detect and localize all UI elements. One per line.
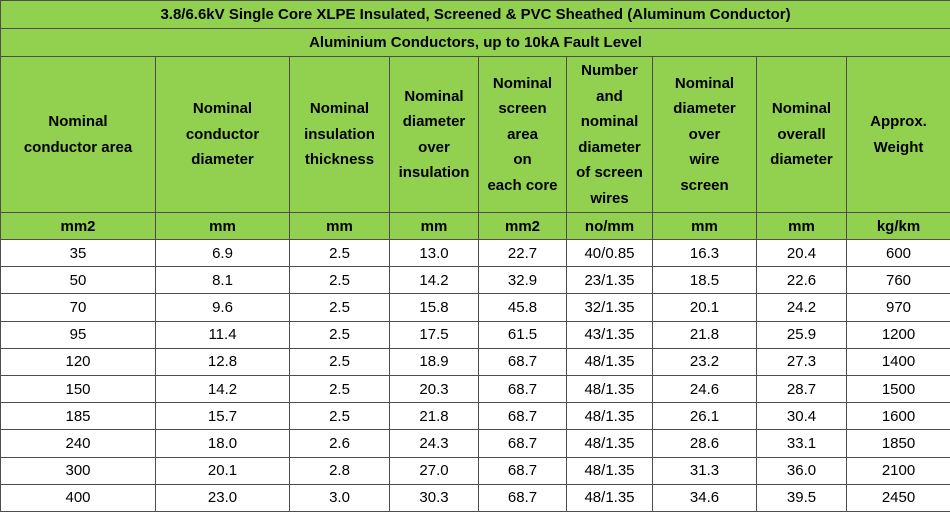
table-cell: 13.0 (390, 240, 479, 267)
table-cell: 14.2 (390, 267, 479, 294)
column-header-line: over (688, 125, 721, 143)
table-cell: 70 (1, 294, 156, 321)
table-cell: 6.9 (156, 240, 290, 267)
column-header (567, 57, 653, 213)
table-cell: 20.4 (757, 240, 847, 267)
table-cell: 2.5 (290, 294, 390, 321)
table-cell: 23/1.35 (567, 267, 653, 294)
table-cell: 2.5 (290, 267, 390, 294)
table-row (1, 294, 950, 321)
table-cell: 760 (847, 267, 950, 294)
column-header-line: diameter (402, 113, 466, 130)
table-cell: 9.6 (156, 294, 290, 321)
table-cell: 16.3 (653, 240, 757, 267)
table-cell: 30.3 (390, 484, 479, 511)
table-row (1, 240, 950, 267)
table-cell: 25.9 (757, 321, 847, 348)
column-header-line: of screen (576, 164, 643, 181)
column-header-line: Nominal (492, 74, 553, 92)
table-cell: 2.5 (290, 240, 390, 267)
table-cell: 32.9 (479, 267, 567, 294)
subtitle-row (1, 29, 950, 57)
unit-cell: mm2 (1, 213, 156, 240)
table-cell: 68.7 (479, 484, 567, 511)
table-cell: 24.3 (390, 430, 479, 457)
table-cell: 22.6 (757, 267, 847, 294)
table-row (1, 403, 950, 430)
table-cell: 11.4 (156, 321, 290, 348)
table-cell: 26.1 (653, 403, 757, 430)
column-header-line: overall (777, 125, 826, 143)
table-cell: 33.1 (757, 430, 847, 457)
column-header (390, 57, 479, 213)
table-cell: 68.7 (479, 348, 567, 375)
table-cell: 68.7 (479, 457, 567, 484)
unit-cell: mm (653, 213, 757, 240)
unit-cell: mm (390, 213, 479, 240)
table-row (1, 484, 950, 511)
column-header (290, 57, 390, 213)
table-cell: 1600 (847, 403, 950, 430)
table-cell: 48/1.35 (567, 457, 653, 484)
table-cell: 48/1.35 (567, 430, 653, 457)
table-cell: 970 (847, 294, 950, 321)
table-cell: 27.0 (390, 457, 479, 484)
table-cell: 48/1.35 (567, 375, 653, 402)
column-header-line: insulation (398, 164, 470, 181)
table-cell: 48/1.35 (567, 403, 653, 430)
table-cell: 15.7 (156, 403, 290, 430)
table-cell: 34.6 (653, 484, 757, 511)
table-cell: 28.7 (757, 375, 847, 402)
unit-cell: mm (156, 213, 290, 240)
table-cell: 40/0.85 (567, 240, 653, 267)
table-cell: 185 (1, 403, 156, 430)
table-row (1, 348, 950, 375)
table-row (1, 430, 950, 457)
table-cell: 20.1 (156, 457, 290, 484)
table-cell: 30.4 (757, 403, 847, 430)
table-body (1, 240, 950, 512)
column-header-line: and (596, 87, 623, 105)
table-cell: 21.8 (653, 321, 757, 348)
column-header-line: area (507, 125, 538, 143)
table-cell: 50 (1, 267, 156, 294)
table-cell: 1200 (847, 321, 950, 348)
table-cell: 95 (1, 321, 156, 348)
table-cell: 14.2 (156, 375, 290, 402)
title-row (1, 1, 950, 29)
column-header-line: each core (487, 176, 558, 194)
column-header (653, 57, 757, 213)
column-header-line: screen (498, 100, 547, 118)
table-cell: 20.3 (390, 375, 479, 402)
table-cell: 1850 (847, 430, 950, 457)
table-cell: 31.3 (653, 457, 757, 484)
table-cell: 20.1 (653, 294, 757, 321)
table-cell: 68.7 (479, 375, 567, 402)
table-row (1, 457, 950, 484)
table-cell: 68.7 (479, 430, 567, 457)
table-row (1, 321, 950, 348)
table-cell: 150 (1, 375, 156, 402)
table-cell: 36.0 (757, 457, 847, 484)
column-header-line: diameter (673, 100, 736, 118)
table-cell: 240 (1, 430, 156, 457)
table-cell: 18.9 (390, 348, 479, 375)
table-cell: 48/1.35 (567, 348, 653, 375)
table-cell: 61.5 (479, 321, 567, 348)
column-header (847, 57, 950, 213)
table-cell: 8.1 (156, 267, 290, 294)
table-row (1, 267, 950, 294)
column-header-row (1, 57, 950, 213)
table-cell: 23.0 (156, 484, 290, 511)
column-header-line: Nominal (404, 87, 464, 105)
table-cell: 15.8 (390, 294, 479, 321)
column-header-line: Nominal (192, 100, 253, 118)
table-cell: 2.5 (290, 403, 390, 430)
table-title: 3.8/6.6kV Single Core XLPE Insulated, Screened & PVC Sheathed (Aluminum Conductor) (1, 1, 950, 29)
column-header-line: Number (581, 62, 638, 79)
table-cell: 32/1.35 (567, 294, 653, 321)
table-cell: 35 (1, 240, 156, 267)
table-row (1, 375, 950, 402)
table-cell: 18.5 (653, 267, 757, 294)
table-cell: 22.7 (479, 240, 567, 267)
table-cell: 2100 (847, 457, 950, 484)
table-cell: 68.7 (479, 403, 567, 430)
column-header-line: wire (689, 151, 720, 169)
unit-cell: mm2 (479, 213, 567, 240)
column-header-line: insulation (304, 125, 375, 143)
column-header-line: Nominal (309, 100, 370, 118)
table-cell: 24.6 (653, 375, 757, 402)
column-header-line: nominal (580, 113, 639, 130)
unit-cell: kg/km (847, 213, 950, 240)
unit-cell: no/mm (567, 213, 653, 240)
column-header-line: Nominal (48, 113, 108, 130)
table-cell: 18.0 (156, 430, 290, 457)
table-cell: 1500 (847, 375, 950, 402)
column-header-line: diameter (578, 138, 641, 156)
table-cell: 45.8 (479, 294, 567, 321)
table-cell: 3.0 (290, 484, 390, 511)
table-cell: 2.8 (290, 457, 390, 484)
table-cell: 600 (847, 240, 950, 267)
table-cell: 39.5 (757, 484, 847, 511)
table-cell: 120 (1, 348, 156, 375)
table-cell: 21.8 (390, 403, 479, 430)
table-cell: 2.5 (290, 375, 390, 402)
column-header (156, 57, 290, 213)
table-cell: 23.2 (653, 348, 757, 375)
column-header-line: on (513, 151, 532, 169)
table-cell: 48/1.35 (567, 484, 653, 511)
table-cell: 2.5 (290, 321, 390, 348)
column-header-line: Nominal (771, 100, 832, 118)
column-header-line: Nominal (674, 74, 735, 92)
table-cell: 2.5 (290, 348, 390, 375)
table-cell: 17.5 (390, 321, 479, 348)
table-cell: 1400 (847, 348, 950, 375)
column-header-line: diameter (191, 151, 254, 169)
column-header-line: Weight (873, 138, 924, 156)
column-header (757, 57, 847, 213)
table-cell: 2450 (847, 484, 950, 511)
table-cell: 27.3 (757, 348, 847, 375)
column-header-line: Approx. (870, 113, 927, 130)
table-cell: 300 (1, 457, 156, 484)
unit-cell: mm (290, 213, 390, 240)
column-header-line: wires (590, 189, 629, 207)
table-subtitle: Aluminium Conductors, up to 10kA Fault Level (1, 29, 950, 57)
column-header-line: conductor (185, 125, 260, 143)
table-cell: 400 (1, 484, 156, 511)
units-row (1, 213, 950, 240)
column-header-line: screen (680, 176, 729, 194)
column-header (479, 57, 567, 213)
table-cell: 24.2 (757, 294, 847, 321)
column-header-line: diameter (770, 151, 833, 169)
unit-cell: mm (757, 213, 847, 240)
table-cell: 12.8 (156, 348, 290, 375)
table-cell: 2.6 (290, 430, 390, 457)
column-header (1, 57, 156, 213)
column-header-line: over (418, 138, 450, 156)
table-cell: 28.6 (653, 430, 757, 457)
column-header-line: conductor area (23, 138, 133, 156)
column-header-line: thickness (304, 151, 375, 169)
table-cell: 43/1.35 (567, 321, 653, 348)
